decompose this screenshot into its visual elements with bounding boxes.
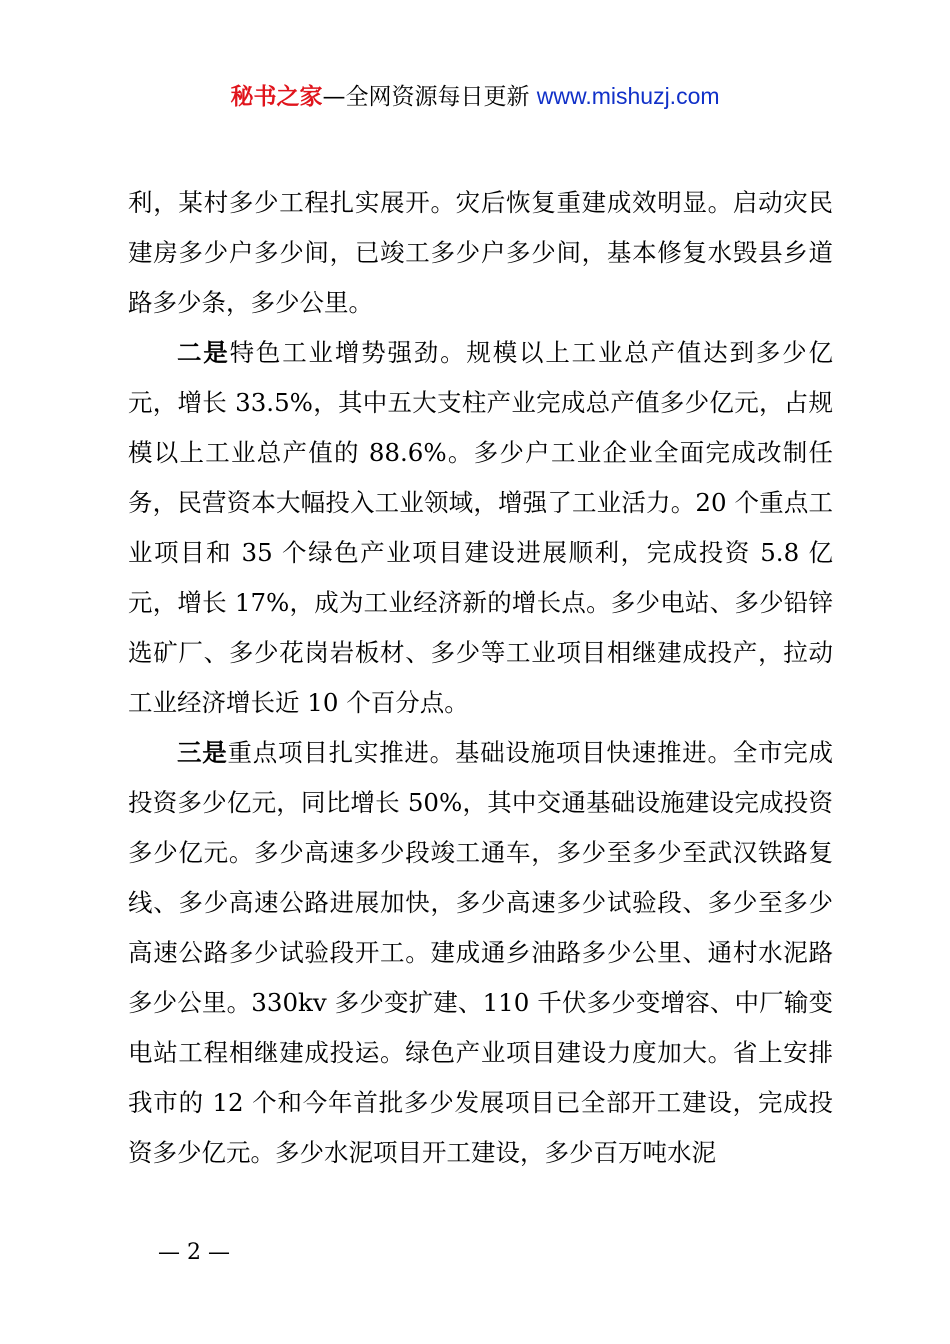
site-header	[0, 78, 950, 115]
paragraph-3-text: 重点项目扎实推进。基础设施项目快速推进。全市完成投资多少亿元，同比增长 50%，其中交通基础设施建设完成投资多少亿元。多少高速多少段竣工通车，多少至多少至武汉铁路复线、多少高速公路进展加快，多少高速多少试验段、多少至多少高速公路多少试验段开工。建成通乡油路多少公里、通村水泥路多少公里。330kv 多少变扩建、110 千伏多少变增容、中厂输变电站工程相继建成投运。绿色产业项目建设力度加大。省上安排我市的 12 个和今年首批多少发展项目已全部开工建设，完成投资多少亿元。多少水泥项目开工建设，多少百万吨水泥	[128, 738, 834, 1167]
document-body	[128, 178, 833, 1178]
paragraph-1-text: 利，某村多少工程扎实展开。灾后恢复重建成效明显。启动灾民建房多少户多少间，已竣工多少户多少间，基本修复水毁县乡道路多少条，多少公里。	[128, 188, 833, 317]
paragraph-3	[128, 728, 833, 1178]
paragraph-1	[128, 178, 833, 328]
brand-name: 秘书之家	[230, 84, 323, 110]
paragraph-2-lead: 二是	[177, 338, 230, 367]
site-url-link[interactable]: www.mishuzj.com	[536, 83, 720, 109]
paragraph-2-text: 特色工业增势强劲。规模以上工业总产值达到多少亿元，增长 33.5%，其中五大支柱产业完成总产值多少亿元，占规模以上工业总产值的 88.6%。多少户工业企业全面完成改制任务，民营资本大幅投入工业领域，增强了工业活力。20 个重点工业项目和 35 个绿色产业项目建设进展顺利，完成投资 5.8 亿元，增长 17%，成为工业经济新的增长点。多少电站、多少铅锌选矿厂、多少花岗岩板材、多少等工业项目相继建成投产，拉动工业经济增长近 10 个百分点。	[128, 338, 833, 717]
paragraph-3-lead: 三是	[177, 738, 228, 767]
paragraph-2	[128, 328, 833, 728]
page-number: — 2 —	[158, 1240, 230, 1265]
header-slogan: —全网资源每日更新	[322, 84, 530, 110]
